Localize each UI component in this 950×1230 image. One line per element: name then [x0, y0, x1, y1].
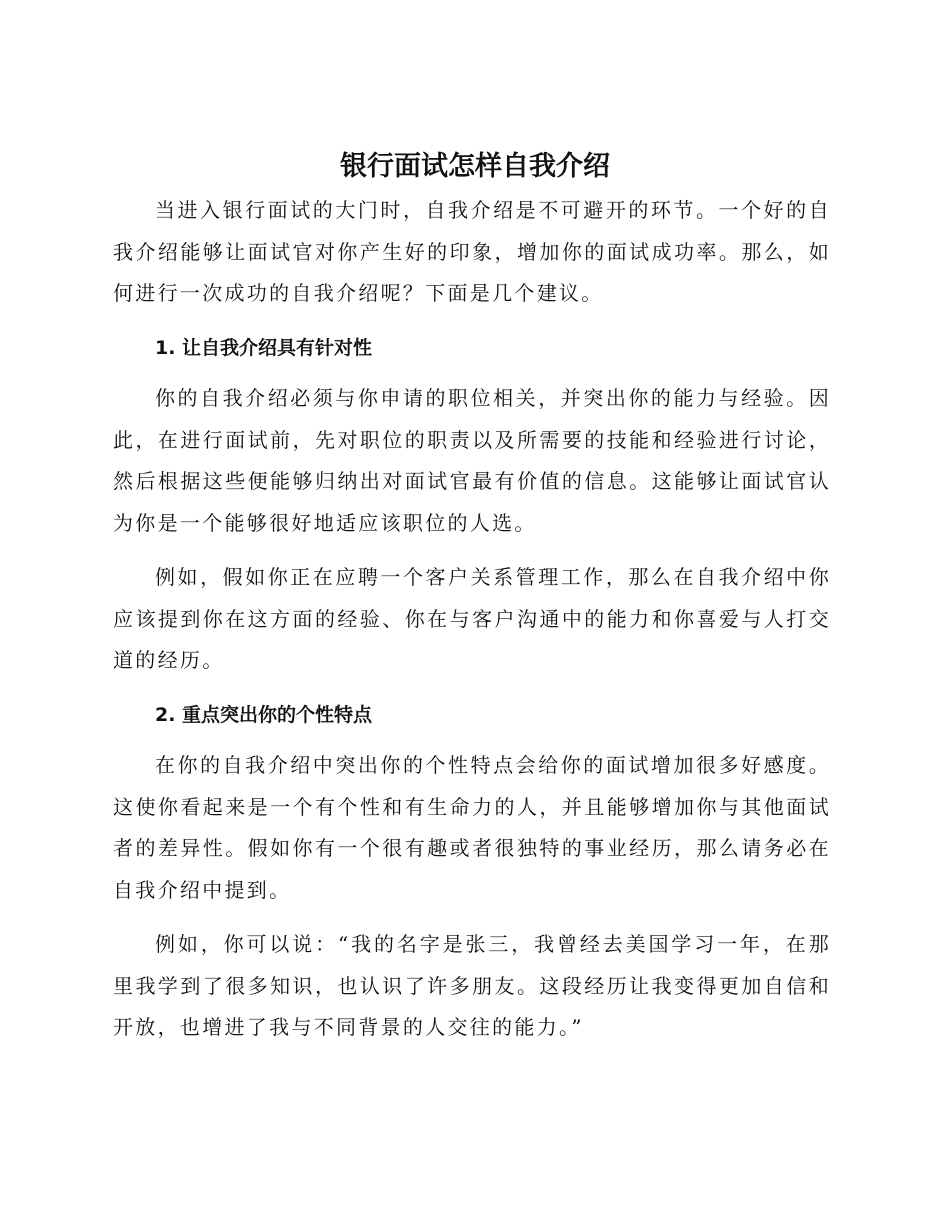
section-1-paragraph-1: 你的自我介绍必须与你申请的职位相关，并突出你的能力与经验。因此，在进行面试前，先对职位的职责以及所需要的技能和经验进行讨论，然后根据这些便能够归纳出对面试官最有价值的信息。这能够让面试官认为你是一个能够很好地适应该职位的人选。	[113, 386, 831, 535]
intro-paragraph: 当进入银行面试的大门时，自我介绍是不可避开的环节。一个好的自我介绍能够让面试官对你产生好的印象，增加你的面试成功率。那么，如何进行一次成功的自我介绍呢？下面是几个建议。	[113, 198, 831, 305]
section-2-paragraph-1: 在你的自我介绍中突出你的个性特点会给你的面试增加很多好感度。这使你看起来是一个有个性和有生命力的人，并且能够增加你与其他面试者的差异性。假如你有一个很有趣或者很独特的事业经历，那么请务必在自我介绍中提到。	[113, 753, 831, 902]
section-1-heading: 1. 让自我介绍具有针对性	[155, 337, 373, 359]
section-2-paragraph-2: 例如，你可以说：“我的名字是张三，我曾经去美国学习一年，在那里我学到了很多知识，也认识了许多朋友。这段经历让我变得更加自信和开放，也增进了我与不同背景的人交往的能力。”	[113, 932, 831, 1039]
section-1-paragraph-2: 例如，假如你正在应聘一个客户关系管理工作，那么在自我介绍中你应该提到你在这方面的经验、你在与客户沟通中的能力和你喜爱与人打交道的经历。	[113, 565, 831, 672]
document-title: 银行面试怎样自我介绍	[340, 151, 610, 182]
section-2-heading: 2. 重点突出你的个性特点	[155, 704, 373, 726]
